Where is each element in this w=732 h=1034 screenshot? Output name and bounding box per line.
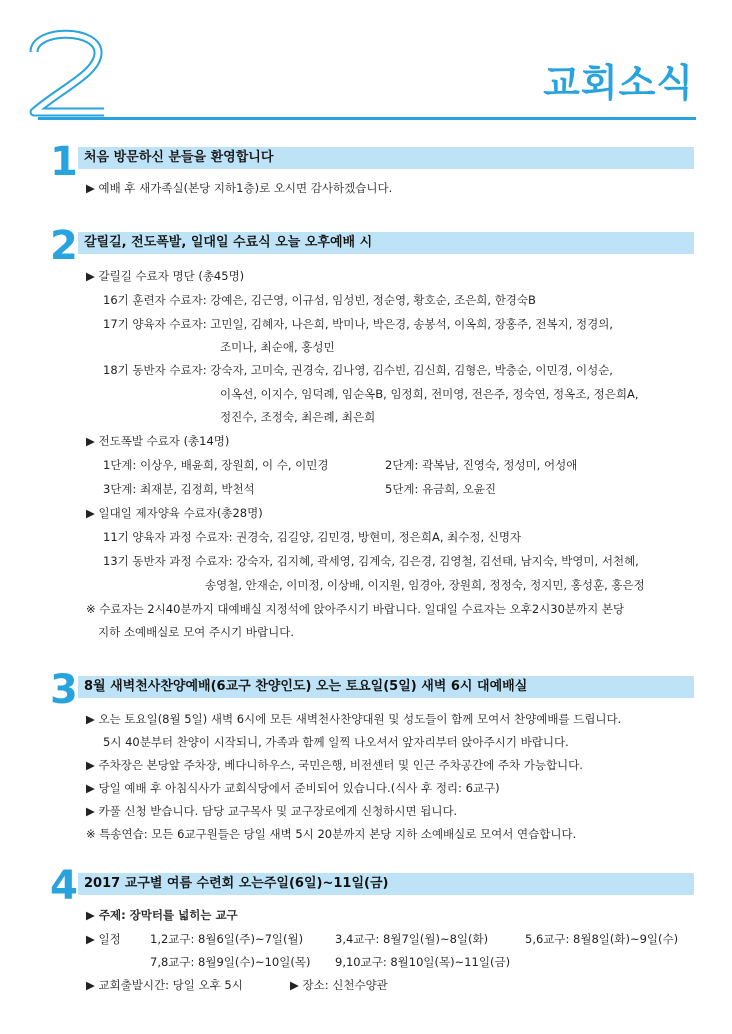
text-line: 17기 양육자 수료자: 고민일, 김혜자, 나은희, 박미나, 박은경, 송봉석, 이옥희, 장홍주, 전복지, 정경의, — [103, 317, 613, 331]
text-line: 조미나, 최순애, 홍성민 — [220, 340, 335, 354]
text-line: ※ 수료자는 2시40분까지 대예배실 지정석에 앉아주시기 바랍니다. 일대일 수료자는 오후2시30분까지 본당 — [86, 602, 625, 616]
text-line: 지하 소예배실로 모여 주시기 바랍니다. — [98, 625, 295, 639]
text-line: ▶ 당일 예배 후 아침식사가 교회식당에서 준비되어 있습니다.(식사 후 정리: 6교구) — [86, 781, 500, 795]
text-line: 송영철, 안재순, 이미정, 이상배, 이지원, 임경아, 장원희, 정정숙, 정지민, 홍성훈, 홍은정 — [205, 578, 645, 592]
text-line: ▶ 카풀 신청 받습니다. 담당 교구목사 및 교구장로에게 신청하시면 됩니다. — [86, 804, 458, 818]
text-line: 7,8교구: 8월9일(수)~10일(목) — [150, 955, 311, 969]
text-line: ※ 특송연습: 모든 6교구원들은 당일 새벽 5시 20분까지 본당 지하 소예배실로 모여서 연습합니다. — [86, 827, 577, 841]
section-title: 2017 교구별 여름 수련회 오는주일(6일)~11일(금) — [84, 876, 389, 891]
text-line: 18기 동반자 수료자: 강숙자, 고미숙, 권경숙, 김나영, 김수빈, 김신희, 김형은, 박층순, 이민경, 이성순, — [103, 363, 613, 377]
text-line: 9,10교구: 8월10일(목)~11일(금) — [335, 955, 511, 969]
text-line: 3,4교구: 8월7일(월)~8일(화) — [335, 932, 489, 946]
text-line: 5시 40분부터 찬양이 시작되니, 가족과 함께 일찍 나오셔서 앞자리부터 앉아주시기 바랍니다. — [103, 735, 569, 749]
header-rule — [38, 117, 696, 120]
section-number: 2 — [50, 223, 78, 269]
text-line: 3단계: 최재분, 김정희, 박천석 — [103, 482, 255, 496]
text-line: 5단계: 유금희, 오윤진 — [385, 482, 497, 496]
page-number-graphic — [22, 22, 112, 118]
text-line: 11기 양육자 과정 수료자: 권경숙, 김길양, 김민경, 방현미, 정은희A, 최수정, 신명자 — [103, 530, 522, 544]
section-title: 8월 새벽천사찬양예배(6교구 찬양인도) 오는 토요일(5일) 새벽 6시 대예배실 — [84, 679, 528, 694]
text-line: ▶ 교회출발시간: 당일 오후 5시 — [86, 978, 243, 992]
text-line: ▶ 갈릴길 수료자 명단 (총45명) — [86, 269, 245, 283]
text-line: 1단계: 이상우, 배윤희, 장원희, 이 수, 이민경 — [103, 458, 329, 472]
text-line: 이옥선, 이지수, 임덕례, 임순옥B, 임정희, 전미영, 전은주, 정숙연, 정옥조, 정은희A, — [220, 387, 639, 401]
text-line: 13기 동반자 과정 수료자: 강숙자, 김지혜, 곽세영, 김계숙, 김은경, 김영철, 김선태, 남지숙, 박영미, 서천혜, — [103, 554, 639, 568]
text-line: 정진수, 조정숙, 최은례, 최은희 — [220, 410, 376, 424]
text-line: ▶ 일대일 제자양육 수료자(총28명) — [86, 506, 263, 520]
text-line: ▶ 장소: 신천수양관 — [290, 978, 388, 992]
text-line: ▶ 주제: 장막터를 넓히는 교구 — [86, 908, 238, 922]
section-number: 1 — [50, 139, 78, 185]
section-number: 3 — [50, 667, 78, 713]
section-title: 갈릴길, 전도폭발, 일대일 수료식 오늘 오후예배 시 — [84, 235, 373, 250]
text-line: ▶ 일정 — [86, 932, 121, 946]
section-number: 4 — [50, 863, 78, 909]
text-line: 2단계: 곽복남, 진영숙, 정성미, 어성애 — [385, 458, 578, 472]
text-line: ▶ 전도폭발 수료자 (총14명) — [86, 434, 230, 448]
section-title: 처음 방문하신 분들을 환영합니다 — [84, 150, 274, 165]
text-line: ▶ 주차장은 본당앞 주차장, 베다니하우스, 국민은행, 비전센터 및 인근 주차공간에 주차 가능합니다. — [86, 758, 583, 772]
text-line: ▶ 오는 토요일(8월 5일) 새벽 6시에 모든 새벽천사찬양대원 및 성도들이 함께 모여서 찬양예배를 드립니다. — [86, 712, 622, 726]
text-line: 1,2교구: 8월6일(주)~7일(월) — [150, 932, 304, 946]
text-line: 16기 훈련자 수료자: 강예은, 김근영, 이규섬, 임성빈, 정순영, 황호순, 조은희, 한경숙B — [103, 293, 536, 307]
page-title: 교회소식 — [543, 61, 694, 105]
text-line: ▶ 예배 후 새가족실(본당 지하1층)로 오시면 감사하겠습니다. — [86, 181, 393, 195]
text-line: 5,6교구: 8월8일(화)~9일(수) — [525, 932, 679, 946]
